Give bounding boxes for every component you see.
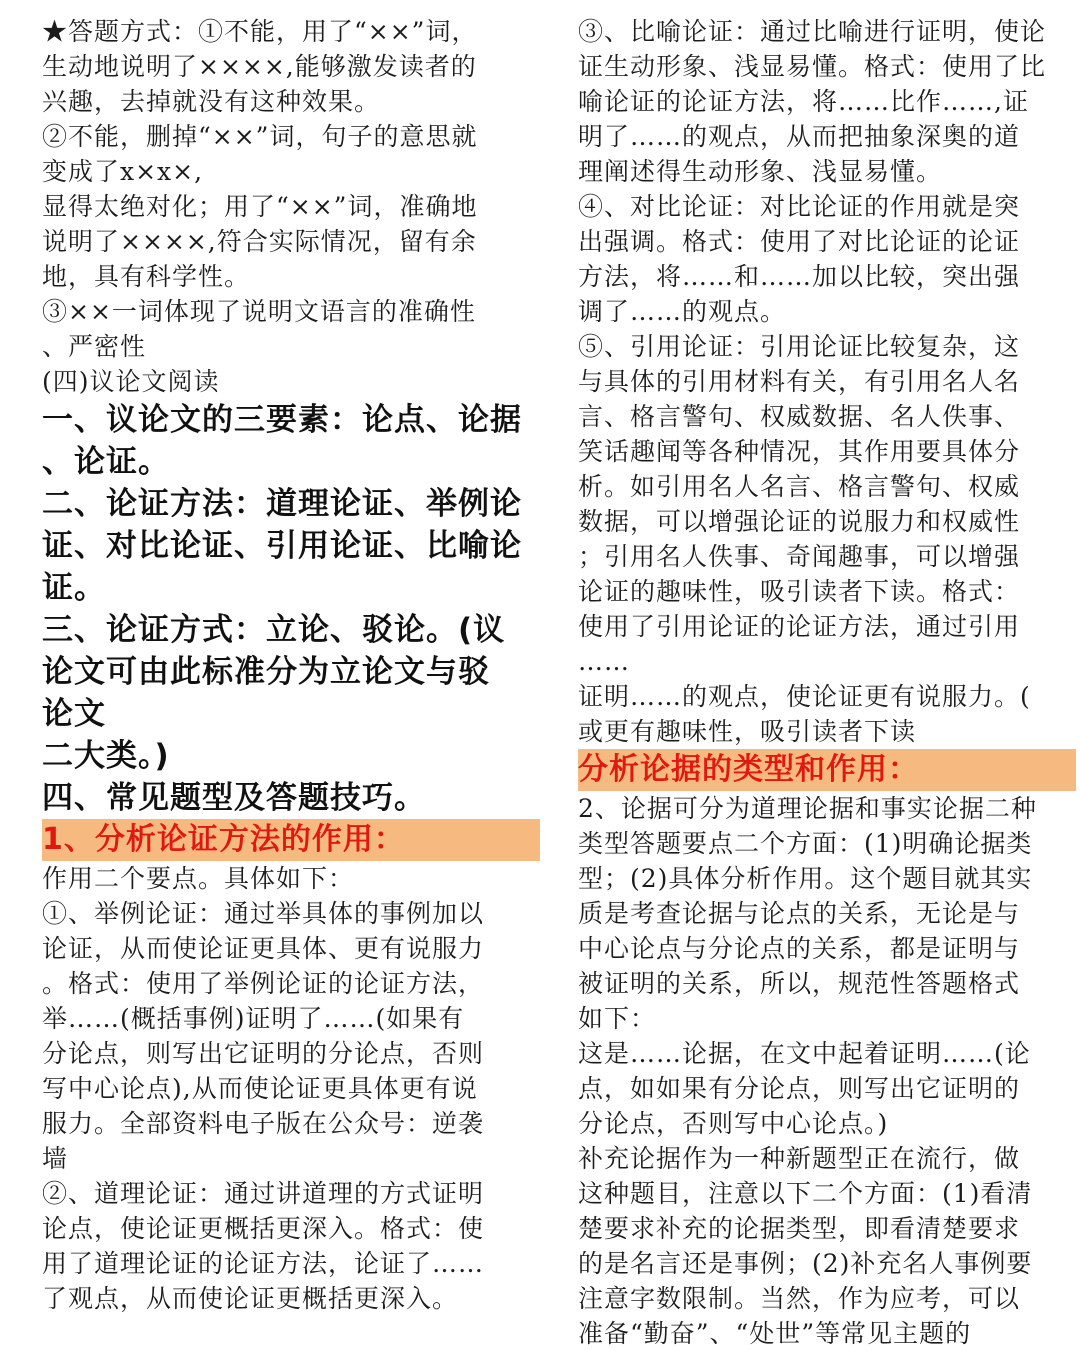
text-line: 如下： [578,1004,657,1033]
text-line: 出强调。格式：使用了对比论证的论证 [578,227,1021,256]
text-line: 论点，使论证更概括更深入。格式：使 [42,1214,485,1243]
text-line: 用了道理论证的论证方法，论证了…… [42,1249,485,1278]
bold-heading-line: 三、论证方式：立论、驳论。(议 [42,612,506,648]
text-line: 喻论证的论证方法，将……比作……,证 [578,87,1029,116]
text-line: 准备“勤奋”、“处世”等常见主题的 [578,1319,972,1348]
text-line: 服力。全部资料电子版在公众号：逆袭 [42,1109,485,1138]
right-column [578,14,1078,1351]
text-line: 笑话趣闻等各种情况，其作用要具体分 [578,437,1021,466]
text-line: 举……(概括事例)证明了……(如果有 [42,1004,465,1033]
bold-heading-line: 四、常见题型及答题技巧。 [42,780,426,816]
text-line: 中心论点与分论点的关系，都是证明与 [578,934,1021,963]
text-line: 的是名言还是事例；(2)补充名人事例要 [578,1249,1033,1278]
highlighted-heading: 1、分析论证方法的作用： [42,819,540,861]
text-line: ①、举例论证：通过举具体的事例加以 [42,899,485,928]
text-line: 被证明的关系，所以，规范性答题格式 [578,969,1021,998]
text-line: 型；(2)具体分析作用。这个题目就其实 [578,864,1033,893]
section-label: (四)议论文阅读 [42,367,220,396]
bold-heading-line: 二大类。) [42,738,170,774]
text-line: ④、对比论证：对比论证的作用就是突 [578,192,1021,221]
text-line: 墙 [42,1144,69,1173]
left-column [42,14,542,1316]
text-line: 方法，将……和……加以比较，突出强 [578,262,1021,291]
text-line: 显得太绝对化；用了“××”词，准确地 [42,192,478,221]
bold-heading-line: 、论证。 [42,444,170,480]
text-line: 生动地说明了××××,能够激发读者的 [42,52,477,81]
text-line: 地，具有科学性。 [42,262,251,291]
text-line: 分论点，则写出它证明的分论点，否则 [42,1039,485,1068]
bold-heading-line: 论文可由此标准分为立论文与驳 [42,654,490,690]
text-line: ；引用名人佚事、奇闻趣事，可以增强 [578,542,1021,571]
text-line: 点，如如果有分论点，则写出它证明的 [578,1074,1021,1103]
text-line: 2、论据可分为道理论据和事实论据二种 [578,794,1037,823]
text-line: ③、比喻论证：通过比喻进行证明，使论 [578,17,1047,46]
text-line: 这种题目，注意以下二个方面：(1)看清 [578,1179,1033,1208]
bold-heading-line: 证。 [42,570,106,606]
bold-heading-line: 论文 [42,696,106,732]
text-line: 楚要求补充的论据类型，即看清楚要求 [578,1214,1021,1243]
text-line: 言、格言警句、权威数据、名人佚事、 [578,402,1021,431]
bold-heading-line: 一、议论文的三要素：论点、论据 [42,402,522,438]
text-line: 注意字数限制。当然，作为应考，可以 [578,1284,1021,1313]
text-line: 析。如引用名人名言、格言警句、权威 [578,472,1021,501]
text-line: 分论点，否则写中心论点。) [578,1109,889,1138]
text-line: 明了……的观点，从而把抽象深奥的道 [578,122,1021,151]
bold-heading-line: 二、论证方法：道理论证、举例论 [42,486,522,522]
text-line: ★答题方式：①不能，用了“××”词， [42,17,478,46]
text-line: …… [578,647,630,676]
text-line: 与具体的引用材料有关，有引用名人名 [578,367,1021,396]
text-line: ②、道理论证：通过讲道理的方式证明 [42,1179,485,1208]
text-line: 论证，从而使论证更具体、更有说服力 [42,934,485,963]
text-line: 。格式：使用了举例论证的论证方法， [42,969,485,998]
text-line: ③××一词体现了说明文语言的准确性 [42,297,476,326]
text-line: ⑤、引用论证：引用论证比较复杂，这 [578,332,1021,361]
text-line: 补充论据作为一种新题型正在流行，做 [578,1144,1021,1173]
text-line: 或更有趣味性，吸引读者下读 [578,717,917,746]
text-line: 了观点，从而使论证更概括更深入。 [42,1284,459,1313]
text-line: 、严密性 [42,332,147,361]
text-line: 证生动形象、浅显易懂。格式：使用了比 [578,52,1047,81]
text-line: 论证的趣味性，吸引读者下读。格式： [578,577,1021,606]
text-line: 理阐述得生动形象、浅显易懂。 [578,157,943,186]
text-line: ②不能，删掉“××”词，句子的意思就 [42,122,478,151]
text-line: 调了……的观点。 [578,297,787,326]
text-line: 这是……论据，在文中起着证明……(论 [578,1039,1031,1068]
bold-heading-line: 证、对比论证、引用论证、比喻论 [42,528,522,564]
text-line: 变成了x×x×, [42,157,204,186]
text-line: 作用二个要点。具体如下： [42,864,355,893]
text-line: 质是考查论据与论点的关系，无论是与 [578,899,1021,928]
text-line: 写中心论点),从而使论证更具体更有说 [42,1074,478,1103]
text-line: 数据，可以增强论证的说服力和权威性 [578,507,1021,536]
text-line: 说明了××××,符合实际情况，留有余 [42,227,477,256]
text-line: 使用了引用论证的论证方法，通过引用 [578,612,1021,641]
text-line: 类型答题要点二个方面：(1)明确论据类 [578,829,1033,858]
text-line: 兴趣，去掉就没有这种效果。 [42,87,381,116]
text-line: 证明……的观点，使论证更有说服力。( [578,682,1031,711]
highlighted-heading: 分析论据的类型和作用： [578,749,1076,791]
